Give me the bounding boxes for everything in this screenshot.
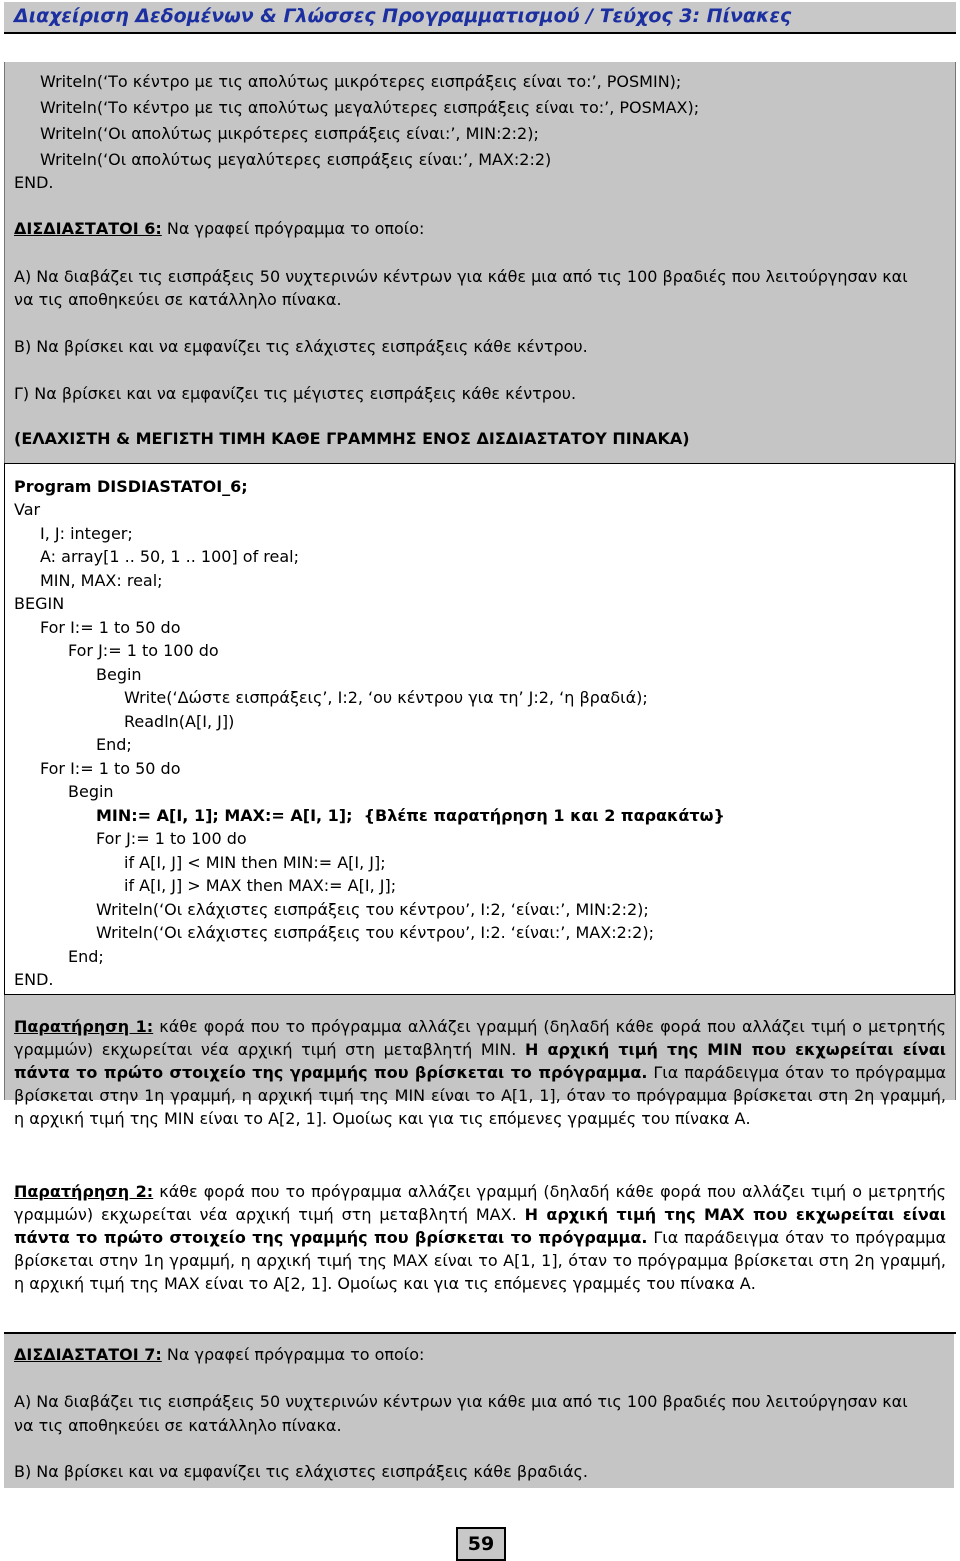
exercise6-a-line1: Α) Να διαβάζει τις εισπράξεις 50 νυχτερινών κέντρων για κάθε μια από τις 100 βραδιές που λειτούργησαν και [14, 267, 908, 286]
note-1-bold: Η αρχική τιμή της MIN που εκχωρείται είναι πάντα το πρώτο στοιχείο της γραμμής που βρίσκεται το πρόγραμμα. [14, 1040, 946, 1082]
note-2-example: Για παράδειγμα όταν το πρόγραμμα βρίσκεται στην 1η γραμμή, η αρχική τιμή της MAX είναι το A[1, 1], όταν το πρόγραμμα βρίσκεται στη 2η γραμμή, η αρχική τιμή της MAX είναι το A[2, 1]. Ομοίως και για τις επόμενες γραμμές του πίνακα Α. [14, 1228, 946, 1293]
code-line: Writeln(‘Οι απολύτως μικρότερες εισπράξεις είναι:’, MIN:2:2); [40, 124, 539, 143]
note-2-bold: Η αρχική τιμή της MAX που εκχωρείται είναι πάντα το πρώτο στοιχείο της γραμμής που βρίσκεται το πρόγραμμα. [14, 1205, 946, 1247]
program-line: End; [96, 735, 132, 754]
program-line: if A[I, J] < MIN then MIN:= A[I, J]; [124, 853, 386, 872]
program-line: For J:= 1 to 100 do [96, 829, 247, 848]
note-2-text: κάθε φορά που το πρόγραμμα αλλάζει γραμμή (δηλαδή κάθε φορά που αλλάζει τιμή ο μετρητής γραμμών) εκχωρείται νέα αρχική τιμή στη μεταβλητή MAX. [14, 1182, 947, 1224]
exercise6-c: Γ) Να βρίσκει και να εμφανίζει τις μέγιστες εισπράξεις κάθε κέντρου. [14, 384, 577, 403]
program-line: End; [68, 947, 104, 966]
program-line: Begin [68, 782, 114, 801]
program-line: MIN, MAX: real; [40, 571, 163, 590]
program-line: END. [14, 970, 54, 989]
note-1-example: Για παράδειγμα όταν το πρόγραμμα βρίσκεται στην 1η γραμμή, η αρχική τιμή της MIN είναι το A[1, 1], όταν το πρόγραμμα βρίσκεται στη 2η γραμμή, η αρχική τιμή της MIN είναι το A[2, 1]. Ομοίως και για τις επόμενες γραμμές του πίνακα Α. [14, 1063, 946, 1128]
note-2 [14, 1180, 946, 1295]
page-header [4, 2, 956, 34]
program-line: BEGIN [14, 594, 65, 613]
exercise6-subtitle: (ΕΛΑΧΙΣΤΗ & ΜΕΓΙΣΤΗ ΤΙΜΗ ΚΑΘΕ ΓΡΑΜΜΗΣ ΕΝΟΣ ΔΙΣΔΙΑΣΤΑΤΟΥ ΠΙΝΑΚΑ) [14, 429, 690, 448]
program-line: Write(‘Δώστε εισπράξεις’, I:2, ‘ου κέντρου για τη’ J:2, ‘η βραδιά); [124, 688, 648, 707]
program-line: For J:= 1 to 100 do [68, 641, 219, 660]
header-title: Διαχείριση Δεδομένων & Γλώσσες Προγραμματισμού / Τεύχος 3: Πίνακες [14, 5, 792, 27]
program-line: Writeln(‘Οι ελάχιστες εισπράξεις του κέντρου’, I:2. ‘είναι:’, MAX:2:2); [96, 923, 654, 942]
program-line: I, J: integer; [40, 524, 133, 543]
program-line: Begin [96, 665, 142, 684]
program-line: Readln(A[I, J]) [124, 712, 235, 731]
exercise6-heading: ΔΙΣΔΙΑΣΤΑΤΟΙ 6: [14, 219, 162, 238]
page-number: 59 [456, 1527, 506, 1561]
program-line: Writeln(‘Οι ελάχιστες εισπράξεις του κέντρου’, I:2, ‘είναι:’, MIN:2:2); [96, 900, 649, 919]
exercise7-a-line2: να τις αποθηκεύει σε κατάλληλο πίνακα. [14, 1416, 342, 1435]
code-line: END. [14, 173, 54, 192]
program-line: Program DISDIASTATOI_6; [14, 477, 248, 496]
code-line: Writeln(‘Οι απολύτως μεγαλύτερες εισπράξεις είναι:’, MAX:2:2) [40, 150, 552, 169]
program-line: MIN:= A[I, 1]; MAX:= A[I, 1]; {Βλέπε παρατήρηση 1 και 2 παρακάτω} [96, 806, 725, 825]
exercise7-intro: Να γραφεί πρόγραμμα το οποίο: [161, 1345, 425, 1364]
program-line: For I:= 1 to 50 do [40, 618, 181, 637]
code-line: Writeln(‘Το κέντρο με τις απολύτως μεγαλύτερες εισπράξεις είναι το:’, POSMAX); [40, 98, 700, 117]
program-line: For I:= 1 to 50 do [40, 759, 181, 778]
exercise7-heading: ΔΙΣΔΙΑΣΤΑΤΟΙ 7: [14, 1345, 162, 1364]
note-1-text: κάθε φορά που το πρόγραμμα αλλάζει γραμμή (δηλαδή κάθε φορά που αλλάζει τιμή ο μετρητής γραμμών) εκχωρείται νέα αρχική τιμή στη μεταβλητή MIN. [14, 1017, 947, 1059]
note-1 [14, 1015, 946, 1130]
note-2-label: Παρατήρηση 2: [14, 1182, 154, 1201]
exercise6-a-line2: να τις αποθηκεύει σε κατάλληλο πίνακα. [14, 290, 342, 309]
exercise6-title [14, 219, 424, 239]
exercise6-intro: Να γραφεί πρόγραμμα το οποίο: [161, 219, 425, 238]
code-line: Writeln(‘Το κέντρο με τις απολύτως μικρότερες εισπράξεις είναι το:’, POSMIN); [40, 72, 682, 91]
exercise6-b: Β) Να βρίσκει και να εμφανίζει τις ελάχιστες εισπράξεις κάθε κέντρου. [14, 337, 588, 356]
exercise7-b: Β) Να βρίσκει και να εμφανίζει τις ελάχιστες εισπράξεις κάθε βραδιάς. [14, 1462, 588, 1481]
note-1-label: Παρατήρηση 1: [14, 1017, 154, 1036]
program-line: if A[I, J] > MAX then MAX:= A[I, J]; [124, 876, 397, 895]
exercise7-title [14, 1345, 424, 1365]
program-line: A: array[1 .. 50, 1 .. 100] of real; [40, 547, 299, 566]
program-line: Var [14, 500, 41, 519]
exercise7-a-line1: Α) Να διαβάζει τις εισπράξεις 50 νυχτερινών κέντρων για κάθε μια από τις 100 βραδιές που λειτούργησαν και [14, 1392, 908, 1411]
